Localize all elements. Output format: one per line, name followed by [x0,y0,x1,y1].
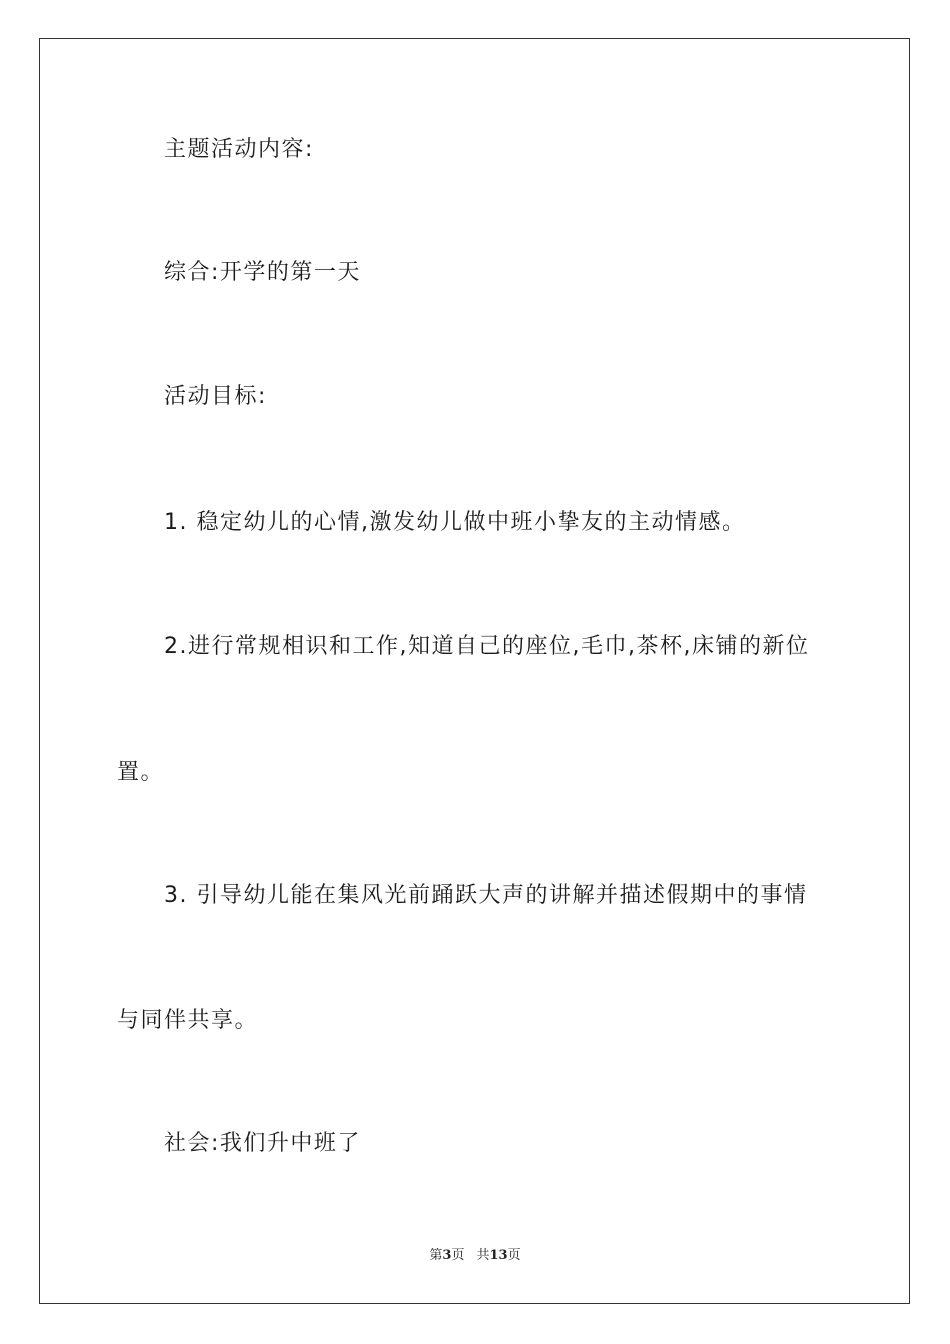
footer-total-prefix: 共 [476,1248,490,1263]
footer-page-suffix: 页 [451,1248,465,1263]
footer-total-suffix: 页 [507,1248,521,1263]
page-border [39,38,910,1304]
goal-item-3: 3. 引导幼儿能在集风光前踊跃大声的讲解并描述假期中的事情 [164,883,808,908]
goal-item-2: 2.进行常规相识和工作,知道自己的座位,毛巾,茶杯,床铺的新位 [164,634,810,659]
heading-social-middle-class: 社会:我们升中班了 [164,1131,361,1156]
footer-page-prefix: 第 [429,1248,443,1263]
footer-page-number: 3 [442,1248,452,1263]
heading-theme-content: 主题活动内容: [164,137,314,162]
goal-item-2-continued: 置。 [117,760,165,785]
heading-comprehensive-first-day: 综合:开学的第一天 [164,260,361,285]
footer-total-number: 13 [489,1248,508,1263]
heading-activity-goals: 活动目标: [164,384,267,409]
goal-item-3-continued: 与同伴共享。 [117,1008,259,1033]
page-footer [0,1247,950,1265]
goal-item-1: 1. 稳定幼儿的心情,激发幼儿做中班小挚友的主动情感。 [164,510,746,535]
